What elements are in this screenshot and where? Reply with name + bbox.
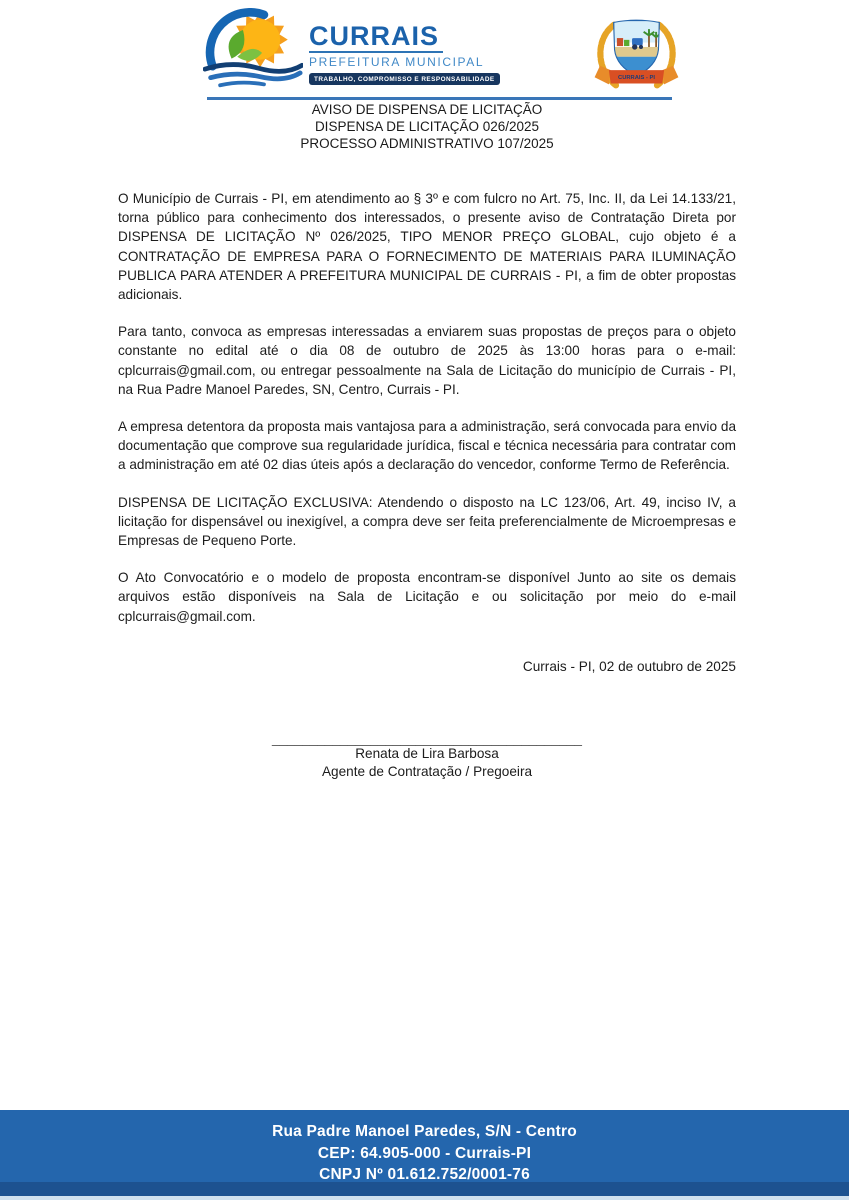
signer-role: Agente de Contratação / Pregoeira bbox=[321, 763, 533, 779]
coat-of-arms-ribbon-label: CURRAIS - PI bbox=[618, 75, 655, 82]
process-number: PROCESSO ADMINISTRATIVO 107/2025 bbox=[300, 136, 554, 151]
paragraph-intro: O Município de Currais - PI, em atendimento ao § 3º e com fulcro no Art. 75, Inc. II, da Lei 14.133/21, torna público para conhecimento dos interessados, o presente aviso de Contratação Direta por DISPENSA DE LICITAÇÃO Nº 026/2025, TIPO MENOR PREÇO GLOBAL, cujo objeto é a CONTRATAÇÃO DE EMPRESA PARA O FORNECIMENTO DE MATERIAIS PARA ILUMINAÇÃO PUBLICA PARA ATENDER A PREFEITURA MUNICIPAL DE CURRAIS - PI, a fim de obter propostas adicionais. bbox=[118, 191, 736, 303]
dispensa-number: DISPENSA DE LICITAÇÃO 026/2025 bbox=[314, 119, 540, 134]
paragraph-convocation-files: O Ato Convocatório e o modelo de proposta encontram-se disponível Junto ao site os demais arquivos estão disponíveis na Sala de Licitação e ou solicitação por meio do e-mail cplcurrais@gmail.com. bbox=[118, 570, 736, 624]
title-block bbox=[118, 101, 736, 152]
footer-text bbox=[0, 1121, 849, 1186]
header-divider bbox=[207, 97, 672, 100]
logo-subtitle: PREFEITURA MUNICIPAL bbox=[309, 55, 485, 69]
date-line: Currais - PI, 02 de outubro de 2025 bbox=[522, 658, 736, 674]
notice-title: AVISO DE DISPENSA DE LICITAÇÃO bbox=[311, 102, 543, 117]
coat-of-arms-icon bbox=[583, 14, 690, 101]
footer-cep: CEP: 64.905-000 - Currais-PI bbox=[317, 1144, 532, 1162]
paragraph-winner-documentation: A empresa detentora da proposta mais vantajosa para a administração, será convocada para envio da documentação que comprove sua regularidade jurídica, fiscal e técnica necessária para contratar com a administração em até 02 dias úteis após a declaração do vencedor, conforme Termo de Referência. bbox=[118, 419, 736, 473]
signer-name: Renata de Lira Barbosa bbox=[355, 746, 499, 762]
logo-divider bbox=[309, 51, 443, 53]
signature-block bbox=[118, 733, 736, 780]
footer-cnpj: CNPJ Nº 01.612.752/0001-76 bbox=[319, 1166, 530, 1183]
footer-address: Rua Padre Manoel Paredes, S/N - Centro bbox=[272, 1123, 577, 1140]
logo-city-name: CURRAIS bbox=[309, 21, 440, 51]
paragraph-proposal-submission: Para tanto, convoca as empresas interessadas a enviarem suas propostas de preços para o objeto constante no edital até o dia 08 de outubro de 2025 às 13:00 horas para o e-mail: cplcurrais@gmail.com, ou entregar pessoalmente na Sala de Licitação do município de Currais - PI, na Rua Padre Manoel Paredes, SN, Centro, Currais - PI. bbox=[118, 324, 736, 397]
document-body bbox=[118, 189, 736, 780]
sun-field-emblem-icon bbox=[203, 8, 303, 99]
municipality-logo bbox=[203, 8, 500, 99]
logo-text-block bbox=[309, 22, 500, 85]
logo-motto-banner: TRABALHO, COMPROMISSO E RESPONSABILIDADE bbox=[309, 73, 500, 85]
signature-rule: _________________________________________ bbox=[272, 731, 582, 747]
paragraph-exclusive-dispensa: DISPENSA DE LICITAÇÃO EXCLUSIVA: Atendendo o disposto na LC 123/06, Art. 49, inciso IV, a licitação for dispensável ou inexigível, a compra deve ser feita preferencialmente de Microempresas e Empresas de Pequeno Porte. bbox=[118, 494, 736, 549]
footer-band-light bbox=[0, 1196, 849, 1200]
